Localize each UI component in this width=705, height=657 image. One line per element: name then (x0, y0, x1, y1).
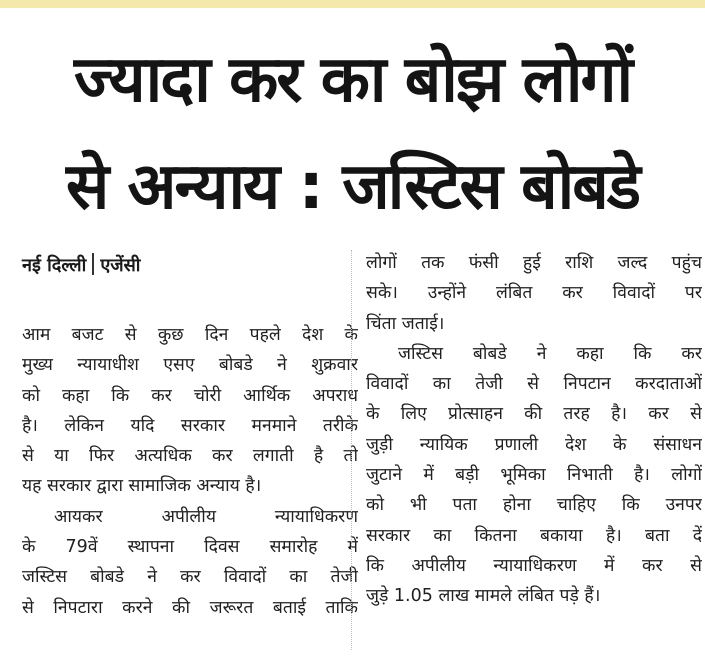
article-line: आयकर अपीलीय न्यायाधिकरण (54, 506, 358, 527)
dateline-place: नई दिल्ली (22, 255, 87, 276)
article-line: को भी पता होना चाहिए कि उनपर (366, 495, 702, 516)
article-line: मुख्य न्यायाधीश एसए बोबडे ने शुक्रवार (22, 355, 358, 376)
top-color-strip (0, 0, 705, 8)
article-line: सके। उन्होंने लंबित कर विवादों पर (366, 283, 702, 304)
article-line: सरकार का कितना बकाया है। बता दें (366, 525, 702, 546)
headline-line-1: ज्यादा कर का बोझ लोगों (73, 43, 632, 117)
article-line: से या फिर अत्यधिक कर लगाती है तो (22, 446, 358, 467)
article-line: के 79वें स्थापना दिवस समारोह में (22, 537, 358, 558)
article-line: जस्टिस बोबडे ने कहा कि कर (398, 343, 702, 364)
dateline-agency: एजेंसी (100, 255, 141, 276)
article-line: से निपटारा करने की जरूरत बताई ताकि (22, 597, 358, 618)
dateline (22, 248, 358, 284)
article-line: यह सरकार द्वारा सामाजिक अन्याय है। (22, 476, 262, 497)
column-divider (351, 250, 352, 650)
article-line: चिंता जताई। (366, 313, 445, 334)
article-line: है। लेकिन यदि सरकार मनमाने तरीके (22, 415, 358, 436)
article-line: के लिए प्रोत्साहन की तरह है। कर से (366, 404, 702, 425)
article-right-column (366, 248, 702, 612)
headline-line-2: से अन्याय : जस्टिस बोबडे (66, 150, 639, 224)
article-line: जुड़े 1.05 लाख मामले लंबित पड़े हैं। (366, 586, 601, 607)
article-line: जुटाने में बड़ी भूमिका निभाती है। लोगों (366, 465, 702, 486)
article-line: आम बजट से कुछ दिन पहले देश के (22, 325, 358, 345)
article-line: लोगों तक फंसी हुई राशि जल्द पहुंच (366, 253, 702, 273)
article-line: जुड़ी न्यायिक प्रणाली देश के संसाधन (366, 434, 702, 455)
dateline-separator (92, 253, 94, 275)
article-left-column (22, 248, 358, 623)
article-line: कि अपीलीय न्यायाधिकरण में कर से (366, 555, 702, 576)
article-line: जस्टिस बोबडे ने कर विवादों का तेजी (22, 567, 358, 588)
article-line: को कहा कि कर चोरी आर्थिक अपराध (22, 385, 358, 406)
article-line: विवादों का तेजी से निपटान करदाताओं (366, 374, 702, 395)
